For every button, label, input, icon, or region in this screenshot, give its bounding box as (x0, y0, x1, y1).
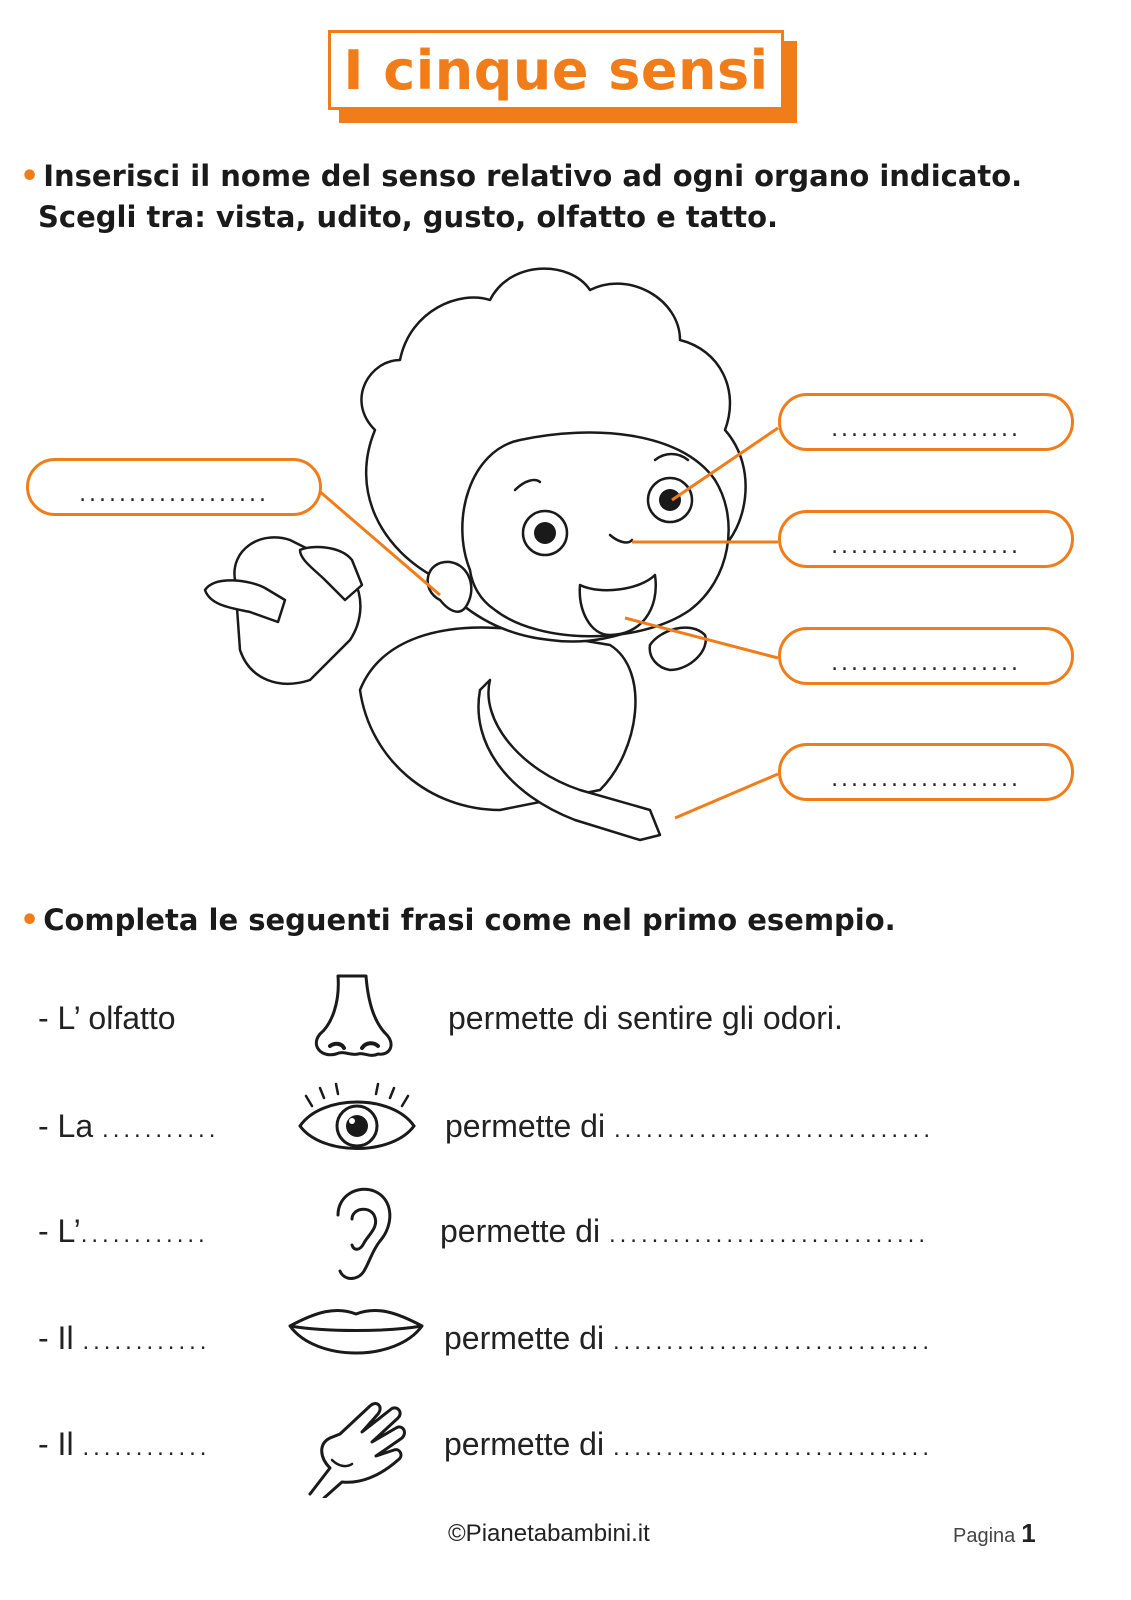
connector-hand (675, 774, 778, 818)
sentence-predicate: permette di sentire gli odori. (448, 1000, 843, 1036)
sentence-subject: - Il (38, 1426, 74, 1462)
bullet-icon: • (20, 159, 40, 194)
sentence-predicate-wrap (444, 1320, 933, 1357)
sentence-row-gusto (0, 1292, 1131, 1392)
predicate-blank[interactable]: .............................. (608, 1221, 930, 1248)
instruction-1-line2: Scegli tra: vista, udito, gusto, olfatto e tatto. (38, 200, 779, 234)
child-torso (360, 628, 635, 811)
child-chin-hand (650, 628, 706, 670)
instruction-2-text: Completa le seguenti frasi come nel primo esempio. (43, 903, 896, 937)
page-label: Pagina (953, 1525, 1016, 1547)
child-ear (428, 562, 472, 612)
subject-blank[interactable]: ............ (82, 1328, 211, 1355)
subject-blank[interactable]: ............ (80, 1221, 209, 1248)
sentence-predicate-wrap (445, 1108, 934, 1145)
sentence-row-tatto (0, 1398, 1131, 1498)
title-box (328, 30, 784, 110)
sentence-row-vista (0, 1080, 1131, 1180)
instruction-1 (20, 156, 1022, 237)
ear-icon (318, 1185, 398, 1285)
label-field-eye[interactable]: ................... (778, 393, 1074, 451)
subject-blank[interactable]: ............ (82, 1434, 211, 1461)
label-field-ear[interactable]: ................... (26, 458, 322, 516)
sentence-subject-wrap (38, 1108, 219, 1145)
instruction-1-line1: Inserisci il nome del senso relativo ad ogni organo indicato. (43, 159, 1023, 193)
page-title: I cinque sensi (343, 38, 769, 102)
hand-icon (300, 1398, 415, 1498)
subject-blank[interactable]: ........... (102, 1116, 220, 1143)
sentence-predicate: permette di (445, 1108, 606, 1144)
sentence-row-udito (0, 1185, 1131, 1285)
lips-icon (286, 1292, 426, 1372)
sentence-subject: - La (38, 1108, 94, 1144)
footer-brand: ©Pianetabambini.it (448, 1520, 650, 1547)
predicate-blank[interactable]: .............................. (612, 1434, 934, 1461)
footer-page (953, 1518, 1036, 1549)
eye-icon (292, 1080, 422, 1170)
sentence-subject: - L’ (38, 1213, 81, 1249)
bullet-icon: • (20, 903, 40, 938)
nose-icon (308, 972, 398, 1064)
label-field-mouth[interactable]: ................... (778, 627, 1074, 685)
sentence-subject: - L’ olfatto (38, 1000, 176, 1036)
sentence-predicate: permette di (444, 1426, 605, 1462)
sentence-predicate-wrap (440, 1213, 929, 1250)
predicate-blank[interactable]: .............................. (613, 1116, 935, 1143)
child-pupil-left (534, 522, 556, 544)
sentence-subject: - Il (38, 1320, 74, 1356)
sentence-row-olfatto (0, 972, 1131, 1072)
label-field-nose[interactable]: ................... (778, 510, 1074, 568)
child-illustration (0, 250, 1131, 890)
instruction-2 (20, 900, 896, 941)
title-banner (328, 30, 798, 125)
label-field-hand[interactable]: ................... (778, 743, 1074, 801)
predicate-blank[interactable]: .............................. (612, 1328, 934, 1355)
child-pupil-right (659, 489, 681, 511)
sentence-predicate: permette di (444, 1320, 605, 1356)
sentence-subject-wrap (38, 1320, 210, 1357)
page-number: 1 (1021, 1518, 1036, 1548)
sentence-predicate-wrap (444, 1426, 933, 1463)
sentence-subject-wrap (38, 1213, 209, 1250)
sentence-predicate: permette di (440, 1213, 601, 1249)
sentence-subject-wrap (38, 1426, 210, 1463)
